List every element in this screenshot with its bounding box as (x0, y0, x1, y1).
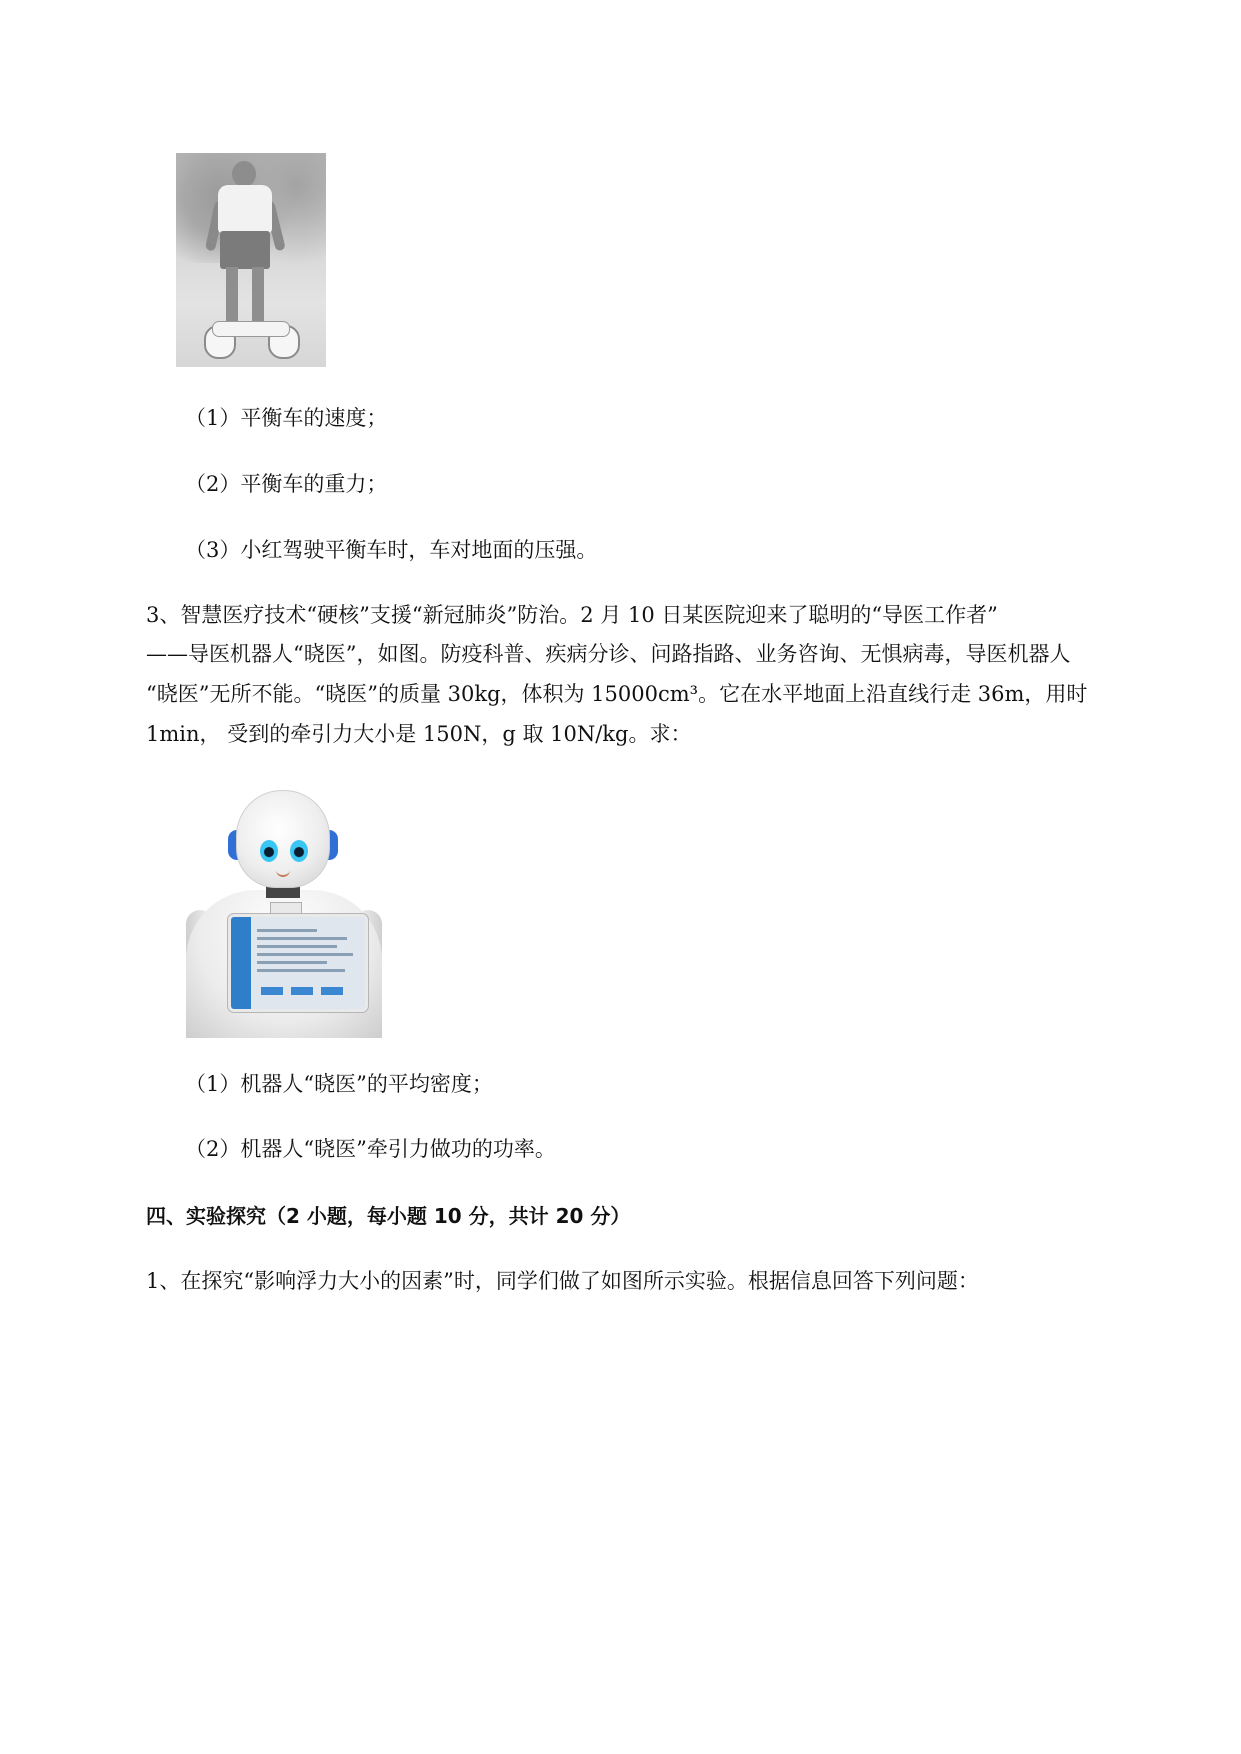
q3-line-4: 1min， 受到的牵引力大小是 150N，g 取 10N/kg。求： (146, 722, 692, 746)
guide-robot-photo (186, 790, 382, 1038)
q2-subquestion-2: （2）平衡车的重力； (185, 472, 388, 496)
balance-scooter-photo (176, 153, 326, 367)
q3-subquestion-1: （1）机器人“晓医”的平均密度； (185, 1072, 493, 1096)
section-4-heading: 四、实验探究（2 小题，每小题 10 分，共计 20 分） (146, 1204, 631, 1228)
section-4-question-1: 1、在探究“影响浮力大小的因素”时，同学们做了如图所示实验。根据信息回答下列问题： (146, 1269, 979, 1293)
q3-line-3: “晓医”无所不能。“晓医”的质量 30kg，体积为 15000cm³。它在水平地面上沿直线行走 36m，用时 (146, 682, 1088, 706)
q2-subquestion-3: （3）小红驾驶平衡车时，车对地面的压强。 (185, 538, 598, 562)
q2-subquestion-1: （1）平衡车的速度； (185, 406, 388, 430)
q3-line-2: ——导医机器人“晓医”，如图。防疫科普、疾病分诊、问路指路、业务咨询、无惧病毒，导医机器人 (146, 642, 1071, 666)
q3-line-1: 3、智慧医疗技术“硬核”支援“新冠肺炎”防治。2 月 10 日某医院迎来了聪明的“导医工作者” (146, 603, 998, 627)
q3-subquestion-2: （2）机器人“晓医”牵引力做功的功率。 (185, 1137, 556, 1161)
